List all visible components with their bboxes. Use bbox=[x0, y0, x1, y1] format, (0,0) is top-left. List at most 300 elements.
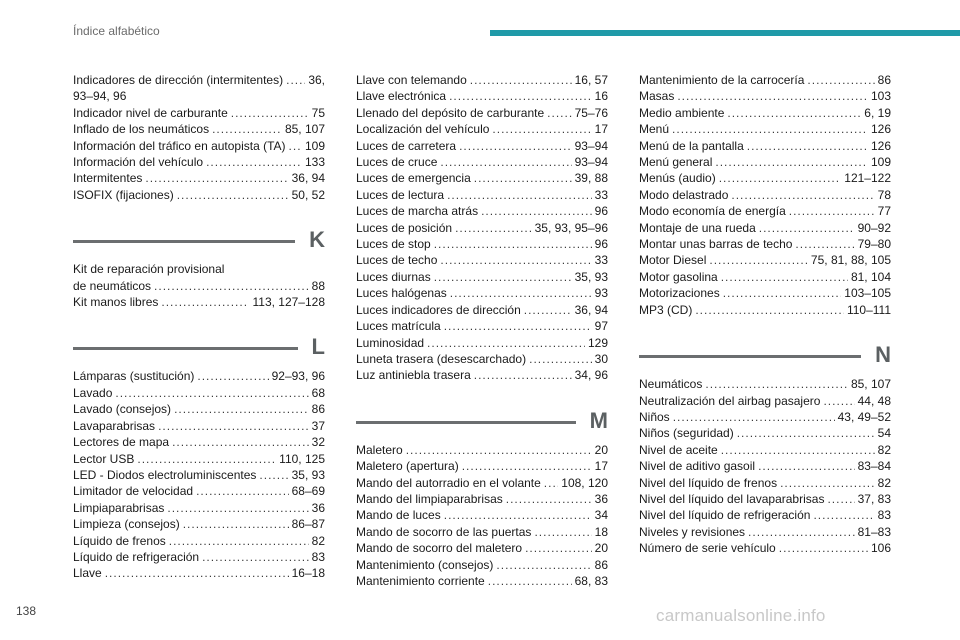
dot-leader bbox=[779, 540, 868, 556]
index-entry bbox=[356, 442, 608, 458]
index-entry-pages: 35, 93 bbox=[574, 269, 608, 284]
index-entry-pages: 77 bbox=[877, 204, 891, 219]
section-heading bbox=[356, 408, 608, 434]
index-entry-term: ISOFIX (fijaciones) bbox=[73, 187, 174, 202]
index-entry bbox=[356, 252, 608, 268]
index-entry-line bbox=[356, 367, 608, 383]
index-entry-pages: 36, 94 bbox=[574, 302, 608, 317]
index-entry bbox=[73, 187, 325, 203]
index-entry-pages: 88 bbox=[311, 278, 325, 293]
index-entry-term: Menús (audio) bbox=[639, 171, 716, 186]
index-entry-line bbox=[356, 121, 608, 137]
index-entry-line bbox=[356, 524, 608, 540]
index-entry bbox=[639, 458, 891, 474]
index-entry-pages: 50, 52 bbox=[291, 187, 325, 202]
dot-leader bbox=[167, 500, 308, 516]
index-entry-pages: 108, 120 bbox=[561, 475, 608, 490]
index-entry-term: Niños (seguridad) bbox=[639, 426, 734, 441]
index-entry-line bbox=[73, 105, 325, 121]
index-entry-term: Luces matrícula bbox=[356, 319, 441, 334]
dot-leader bbox=[183, 516, 289, 532]
index-entry bbox=[639, 252, 891, 268]
index-entry-line bbox=[356, 351, 608, 367]
index-entry-term: Maletero bbox=[356, 442, 403, 457]
index-entry bbox=[356, 105, 608, 121]
index-entry-term: Localización del vehículo bbox=[356, 122, 490, 137]
index-entry-line bbox=[639, 105, 891, 121]
index-entry-pages: 32 bbox=[311, 435, 325, 450]
dot-leader bbox=[673, 409, 835, 425]
index-entry-pages: 68 bbox=[311, 385, 325, 400]
dot-leader bbox=[206, 154, 302, 170]
index-entry-line bbox=[639, 285, 891, 301]
index-entry-term: Luces de marcha atrás bbox=[356, 204, 479, 219]
index-entry bbox=[639, 269, 891, 285]
index-entry-line bbox=[639, 507, 891, 523]
index-entry-term: Motor gasolina bbox=[639, 269, 718, 284]
dot-leader bbox=[444, 318, 592, 334]
index-entry bbox=[639, 540, 891, 556]
index-entry-pages: 97 bbox=[594, 319, 608, 334]
index-entry-pages: 90–92 bbox=[857, 220, 891, 235]
index-entry bbox=[73, 385, 325, 401]
index-entry-pages: 54 bbox=[877, 426, 891, 441]
index-entry bbox=[639, 507, 891, 523]
dot-leader bbox=[115, 385, 308, 401]
dot-leader bbox=[672, 121, 868, 137]
index-entry-line bbox=[639, 409, 891, 425]
index-entry-term: Menú de la pantalla bbox=[639, 138, 744, 153]
dot-leader bbox=[202, 549, 309, 565]
dot-leader bbox=[525, 540, 592, 556]
index-entry-term: Luz antiniebla trasera bbox=[356, 368, 471, 383]
index-entry-term: de neumáticos bbox=[73, 278, 152, 293]
index-entry bbox=[639, 220, 891, 236]
index-entry-line bbox=[73, 516, 325, 532]
index-entry-pages: 75 bbox=[311, 105, 325, 120]
dot-leader bbox=[169, 533, 309, 549]
index-entry-pages: 36 bbox=[594, 491, 608, 506]
index-entry-line bbox=[356, 269, 608, 285]
index-entry-pages: 36 bbox=[311, 500, 325, 515]
index-entry bbox=[73, 565, 325, 581]
index-entry bbox=[639, 285, 891, 301]
index-entry-term: Luminosidad bbox=[356, 335, 425, 350]
index-entry bbox=[639, 425, 891, 441]
index-entry-line bbox=[73, 187, 325, 203]
index-entry-term: Indicadores de dirección (intermitentes) bbox=[73, 73, 284, 87]
index-entry-line bbox=[639, 220, 891, 236]
index-entry-pages: 34, 96 bbox=[574, 368, 608, 383]
index-entry-line bbox=[639, 88, 891, 104]
index-entry-term: Llenado del depósito de carburante bbox=[356, 105, 545, 120]
index-entry-term: Luces de lectura bbox=[356, 187, 445, 202]
dot-leader bbox=[459, 138, 572, 154]
index-entry bbox=[639, 475, 891, 491]
index-entry-term: Intermitentes bbox=[73, 171, 143, 186]
index-entry bbox=[73, 467, 325, 483]
index-entry-term: Menú general bbox=[639, 155, 713, 170]
index-entry-line bbox=[639, 72, 891, 88]
index-entry-pages: 81, 104 bbox=[850, 269, 891, 284]
index-entry-line bbox=[639, 393, 891, 409]
dot-leader bbox=[196, 483, 289, 499]
dot-leader bbox=[721, 442, 875, 458]
dot-leader bbox=[780, 475, 875, 491]
index-entry-pages: 86 bbox=[877, 73, 891, 87]
dot-leader bbox=[154, 278, 309, 294]
index-entry-term: Limpieza (consejos) bbox=[73, 517, 180, 532]
index-entry-pages: 20 bbox=[594, 442, 608, 457]
section-rule bbox=[73, 240, 295, 243]
index-entry bbox=[73, 138, 325, 154]
index-entry bbox=[356, 138, 608, 154]
dot-leader bbox=[286, 72, 305, 88]
index-entry-line bbox=[356, 72, 608, 88]
index-entry bbox=[639, 236, 891, 252]
index-entry bbox=[356, 540, 608, 556]
index-entry-line bbox=[356, 220, 608, 236]
index-entry-line bbox=[73, 385, 325, 401]
index-entry-pages: 113, 127–128 bbox=[252, 295, 325, 310]
index-entry-pages: 93 bbox=[594, 286, 608, 301]
index-entry bbox=[73, 434, 325, 450]
index-entry bbox=[73, 418, 325, 434]
index-entry-term: Montar unas barras de techo bbox=[639, 237, 793, 252]
dot-leader bbox=[174, 401, 309, 417]
dot-leader bbox=[259, 467, 288, 483]
index-entry-pages: 106 bbox=[870, 541, 891, 556]
index-entry-pages: 34 bbox=[594, 508, 608, 523]
index-column-2 bbox=[356, 72, 608, 589]
index-entry bbox=[73, 516, 325, 532]
dot-leader bbox=[427, 335, 585, 351]
index-entry-line bbox=[639, 491, 891, 507]
dot-leader bbox=[677, 88, 868, 104]
index-entry-line bbox=[356, 138, 608, 154]
index-entry-pages: 126 bbox=[870, 138, 891, 153]
index-entry-term: Lector USB bbox=[73, 451, 135, 466]
dot-leader bbox=[823, 393, 854, 409]
index-entry-term: Niños bbox=[639, 409, 670, 424]
index-entry-pages: 129 bbox=[587, 335, 608, 350]
index-entry-line bbox=[73, 294, 325, 310]
index-entry-line bbox=[356, 458, 608, 474]
index-entry-line bbox=[639, 252, 891, 268]
index-entry-term: Luces de emergencia bbox=[356, 171, 471, 186]
index-entry-term: Masas bbox=[639, 89, 675, 104]
dot-leader bbox=[727, 105, 861, 121]
index-entry-pages: 103–105 bbox=[844, 286, 891, 301]
index-entry-pages: 83 bbox=[877, 508, 891, 523]
index-entry bbox=[356, 302, 608, 318]
section-rule bbox=[73, 347, 298, 350]
index-entry-term: Lámparas (sustitución) bbox=[73, 369, 195, 384]
index-entry-pages: 86 bbox=[311, 402, 325, 417]
index-entry bbox=[356, 72, 608, 88]
index-entry-line bbox=[639, 269, 891, 285]
index-entry-term: Limpiaparabrisas bbox=[73, 500, 165, 515]
index-entry-term: Maletero (apertura) bbox=[356, 459, 459, 474]
index-entry-term: Neumáticos bbox=[639, 377, 703, 392]
index-entry-pages: 36, bbox=[308, 73, 325, 87]
section-heading bbox=[73, 227, 325, 253]
index-entry-pages: 16 bbox=[594, 89, 608, 104]
index-entry-pages: 33 bbox=[594, 253, 608, 268]
index-entry-term: Lavaparabrisas bbox=[73, 418, 156, 433]
index-entry-term: Luces de carretera bbox=[356, 138, 457, 153]
index-entry-line bbox=[639, 170, 891, 186]
index-entry-term: Nivel del líquido del lavaparabrisas bbox=[639, 491, 825, 506]
index-entry-line bbox=[639, 203, 891, 219]
index-entry-term: Mando del autorradio en el volante bbox=[356, 475, 541, 490]
index-entry bbox=[356, 121, 608, 137]
index-entry bbox=[356, 491, 608, 507]
index-entry-pages: 16, 57 bbox=[574, 73, 608, 87]
index-entry-line bbox=[73, 434, 325, 450]
index-entry-pages: 110–111 bbox=[846, 302, 891, 317]
index-entry-pages: 37, 83 bbox=[857, 491, 891, 506]
index-entry-line bbox=[73, 401, 325, 417]
dot-leader bbox=[447, 187, 592, 203]
index-entry bbox=[639, 72, 891, 88]
index-entry bbox=[639, 187, 891, 203]
index-entry-pages: 103 bbox=[870, 89, 891, 104]
index-entry bbox=[639, 376, 891, 392]
index-entry-term: Medio ambiente bbox=[639, 105, 725, 120]
index-entry-pages: 109 bbox=[304, 138, 325, 153]
index-entry-line bbox=[73, 483, 325, 499]
index-entry-line bbox=[73, 138, 325, 154]
index-entry bbox=[73, 451, 325, 467]
index-entry-term: Mando de socorro de las puertas bbox=[356, 524, 532, 539]
index-entry-pages: 17 bbox=[594, 459, 608, 474]
index-entry-term: Luces halógenas bbox=[356, 286, 447, 301]
dot-leader bbox=[450, 285, 592, 301]
index-entry bbox=[73, 261, 325, 294]
index-entry-term: Indicador nivel de carburante bbox=[73, 105, 228, 120]
index-entry-term: Limitador de velocidad bbox=[73, 484, 194, 499]
index-column-3 bbox=[639, 72, 891, 557]
dot-leader bbox=[789, 203, 875, 219]
index-entry-line bbox=[356, 573, 608, 589]
index-entry bbox=[73, 401, 325, 417]
dot-leader bbox=[440, 252, 591, 268]
index-entry-term: Luces de posición bbox=[356, 220, 453, 235]
dot-leader bbox=[719, 170, 842, 186]
dot-leader bbox=[488, 573, 572, 589]
index-entry-line bbox=[639, 154, 891, 170]
index-entry-pages: 36, 94 bbox=[291, 171, 325, 186]
index-entry-pages: 75, 81, 88, 105 bbox=[810, 253, 891, 268]
index-entry-line bbox=[73, 154, 325, 170]
index-entry bbox=[639, 121, 891, 137]
dot-leader bbox=[827, 491, 854, 507]
index-entry-term: LED - Diodos electroluminiscentes bbox=[73, 467, 257, 482]
dot-leader bbox=[177, 187, 289, 203]
index-entry-line bbox=[73, 278, 325, 294]
index-entry-line bbox=[73, 565, 325, 581]
index-entry-line bbox=[356, 187, 608, 203]
index-entry-line bbox=[356, 302, 608, 318]
section-heading bbox=[639, 342, 891, 368]
index-entry-term: Lectores de mapa bbox=[73, 435, 170, 450]
index-entry-pages-continued: 93–94, 96 bbox=[73, 89, 127, 104]
index-entry-line bbox=[73, 451, 325, 467]
index-entry-pages: 79–80 bbox=[857, 237, 891, 252]
index-entry-line bbox=[73, 500, 325, 516]
dot-leader bbox=[481, 203, 592, 219]
watermark: carmanualsonline.info bbox=[656, 606, 826, 625]
index-entry-line bbox=[639, 524, 891, 540]
index-entry bbox=[356, 475, 608, 491]
index-entry-term: Modo economía de energía bbox=[639, 204, 786, 219]
index-entry bbox=[356, 507, 608, 523]
index-entry bbox=[356, 203, 608, 219]
index-entry-pages: 68–69 bbox=[291, 484, 325, 499]
index-entry bbox=[639, 409, 891, 425]
dot-leader bbox=[105, 565, 289, 581]
section-heading bbox=[73, 334, 325, 360]
index-entry-line bbox=[639, 138, 891, 154]
index-entry-pages: 93–94 bbox=[574, 138, 608, 153]
index-entry bbox=[639, 170, 891, 186]
index-entry-pages: 20 bbox=[594, 541, 608, 556]
index-entry-term: Llave electrónica bbox=[356, 89, 447, 104]
index-entry bbox=[356, 351, 608, 367]
index-entry bbox=[73, 72, 325, 105]
dot-leader bbox=[506, 491, 592, 507]
index-entry-line bbox=[639, 302, 891, 318]
index-entry-line bbox=[639, 376, 891, 392]
index-column-1 bbox=[73, 72, 325, 582]
dot-leader bbox=[747, 138, 868, 154]
index-entry-term: Información del tráfico en autopista (TA) bbox=[73, 138, 286, 153]
dot-leader bbox=[723, 285, 842, 301]
index-entry bbox=[639, 302, 891, 318]
index-entry bbox=[356, 170, 608, 186]
index-entry-line bbox=[639, 425, 891, 441]
index-entry bbox=[73, 368, 325, 384]
section-letter: N bbox=[875, 342, 891, 368]
index-entry-term: Llave con telemando bbox=[356, 73, 467, 87]
index-entry-pages: 82 bbox=[877, 475, 891, 490]
index-entry-term: Número de serie vehículo bbox=[639, 541, 776, 556]
index-entry-term: Luces de techo bbox=[356, 253, 438, 268]
index-entry-pages: 83–84 bbox=[857, 459, 891, 474]
index-entry-line bbox=[356, 88, 608, 104]
index-entry-line bbox=[356, 442, 608, 458]
index-entry-term: Mando del limpiaparabrisas bbox=[356, 491, 503, 506]
index-entry bbox=[356, 557, 608, 573]
dot-leader bbox=[731, 187, 874, 203]
index-entry-term: Llave bbox=[73, 566, 102, 581]
index-entry bbox=[356, 335, 608, 351]
page-header-title: Índice alfabético bbox=[73, 24, 160, 38]
index-entry-term: Nivel de aditivo gasoil bbox=[639, 459, 756, 474]
dot-leader bbox=[544, 475, 558, 491]
index-entry-line bbox=[356, 285, 608, 301]
section-letter: M bbox=[589, 407, 608, 433]
index-entry bbox=[639, 88, 891, 104]
index-entry-pages: 82 bbox=[877, 442, 891, 457]
dot-leader bbox=[474, 367, 572, 383]
index-entry-line bbox=[356, 170, 608, 186]
dot-leader bbox=[534, 524, 591, 540]
index-entry-term: Kit manos libres bbox=[73, 295, 159, 310]
index-entry-pages: 126 bbox=[870, 122, 891, 137]
index-entry-term: Luneta trasera (desescarchado) bbox=[356, 351, 527, 366]
index-entry-line bbox=[639, 187, 891, 203]
index-entry-term: Líquido de refrigeración bbox=[73, 549, 200, 564]
dot-leader bbox=[212, 121, 282, 137]
index-entry-line bbox=[356, 154, 608, 170]
index-entry-term: Nivel del líquido de refrigeración bbox=[639, 508, 811, 523]
dot-leader bbox=[137, 451, 276, 467]
index-entry-pages: 96 bbox=[594, 237, 608, 252]
section-rule bbox=[639, 355, 861, 358]
index-entry-pages: 78 bbox=[877, 187, 891, 202]
index-entry-pages: 109 bbox=[870, 155, 891, 170]
index-entry bbox=[73, 294, 325, 310]
dot-leader bbox=[161, 294, 249, 310]
index-entry-term: Motor Diesel bbox=[639, 253, 707, 268]
index-entry-pages: 43, 49–52 bbox=[837, 409, 891, 424]
index-entry-pages: 16–18 bbox=[291, 566, 325, 581]
index-entry-line bbox=[356, 203, 608, 219]
index-entry bbox=[73, 533, 325, 549]
index-entry-term: Lavado (consejos) bbox=[73, 402, 172, 417]
index-entry-line bbox=[356, 318, 608, 334]
dot-leader bbox=[172, 434, 309, 450]
index-entry-pages: 110, 125 bbox=[279, 451, 325, 466]
index-entry-pages: 85, 107 bbox=[284, 122, 325, 137]
index-entry-pages: 68, 83 bbox=[574, 573, 608, 588]
index-entry bbox=[639, 524, 891, 540]
dot-leader bbox=[158, 418, 309, 434]
index-entry-term: Luces de stop bbox=[356, 237, 431, 252]
index-entry-pages: 81–83 bbox=[857, 524, 891, 539]
index-entry-term: Menú bbox=[639, 122, 670, 137]
dot-leader bbox=[455, 220, 532, 236]
dot-leader bbox=[496, 557, 591, 573]
dot-leader bbox=[813, 507, 874, 523]
index-entry-line bbox=[73, 368, 325, 384]
index-entry-line bbox=[356, 236, 608, 252]
dot-leader bbox=[434, 269, 572, 285]
index-entry-pages: 35, 93 bbox=[291, 467, 325, 482]
index-entry-term: Luces diurnas bbox=[356, 269, 431, 284]
index-entry bbox=[356, 269, 608, 285]
index-entry-line bbox=[356, 335, 608, 351]
index-entry-pages: 83 bbox=[311, 549, 325, 564]
section-letter: K bbox=[309, 227, 325, 253]
index-entry-term: Neutralización del airbag pasajero bbox=[639, 393, 821, 408]
index-entry-line bbox=[639, 475, 891, 491]
index-entry-term: MP3 (CD) bbox=[639, 302, 693, 317]
index-entry bbox=[639, 393, 891, 409]
index-entry-pages: 82 bbox=[311, 533, 325, 548]
dot-leader bbox=[440, 154, 571, 170]
dot-leader bbox=[474, 170, 572, 186]
index-entry-line bbox=[639, 458, 891, 474]
index-entry-term: Nivel del líquido de frenos bbox=[639, 475, 778, 490]
section-letter: L bbox=[311, 334, 325, 360]
index-entry bbox=[639, 154, 891, 170]
dot-leader bbox=[795, 236, 854, 252]
index-entry-term: Información del vehículo bbox=[73, 155, 204, 170]
index-entry-line bbox=[639, 540, 891, 556]
